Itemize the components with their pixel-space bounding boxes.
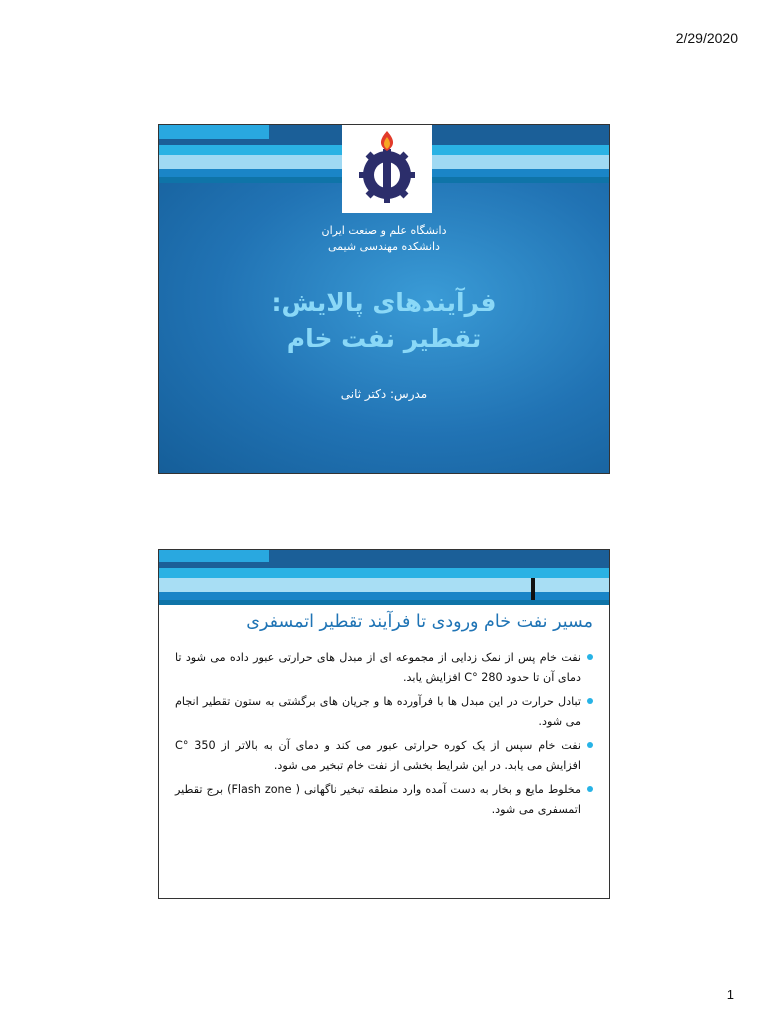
university-logo (342, 125, 432, 213)
header-band-light (159, 125, 269, 139)
list-item: نفت خام سپس از یک کوره حرارتی عبور می کند و دمای آن به بالاتر از 350 °C افزایش می یابد. در این شرایط بخشی از نفت خام تبخیر می شود. (175, 736, 593, 776)
header-band-teal (159, 600, 609, 605)
slide-title: مسیر نفت خام ورودی تا فرآیند تقطیر اتمسفری (246, 612, 593, 632)
slide-title-line1: فرآیندهای پالایش: (271, 288, 497, 317)
slide-title-line2: تقطیر نفت خام (286, 324, 482, 353)
header-accent-bar (531, 578, 535, 600)
slide-1 (158, 124, 610, 474)
bullet-icon (587, 654, 593, 660)
lecturer-name: مدرس: دکتر ثانی (340, 387, 428, 401)
bullet-icon (587, 742, 593, 748)
header-date: 2/29/2020 (675, 30, 738, 46)
university-name: دانشگاه علم و صنعت ایران (321, 224, 447, 237)
header-band-light (159, 550, 269, 562)
bullet-list (175, 648, 593, 824)
gear-torch-icon (342, 125, 432, 213)
list-item: مخلوط مایع و بخار به دست آمده وارد منطقه تبخیر ناگهانی ( Flash zone) برج تقطیر اتمسفری می شود. (175, 780, 593, 820)
slide-2 (158, 549, 610, 899)
page-number: 1 (726, 987, 734, 1002)
bullet-icon (587, 786, 593, 792)
bullet-icon (587, 698, 593, 704)
faculty-name: دانشکده مهندسی شیمی (328, 240, 440, 253)
list-item: نفت خام پس از نمک زدایی از مجموعه ای از مبدل های حرارتی عبور داده می شود تا دمای آن تا حدود 280 °C افزایش یابد. (175, 648, 593, 688)
header-band-pale (159, 578, 609, 592)
header-band-blue (159, 592, 609, 600)
header-band-cyan (159, 568, 609, 578)
list-item: تبادل حرارت در این مبدل ها با فرآورده ها و جریان های برگشتی به ستون تقطیر انجام می شود. (175, 692, 593, 732)
